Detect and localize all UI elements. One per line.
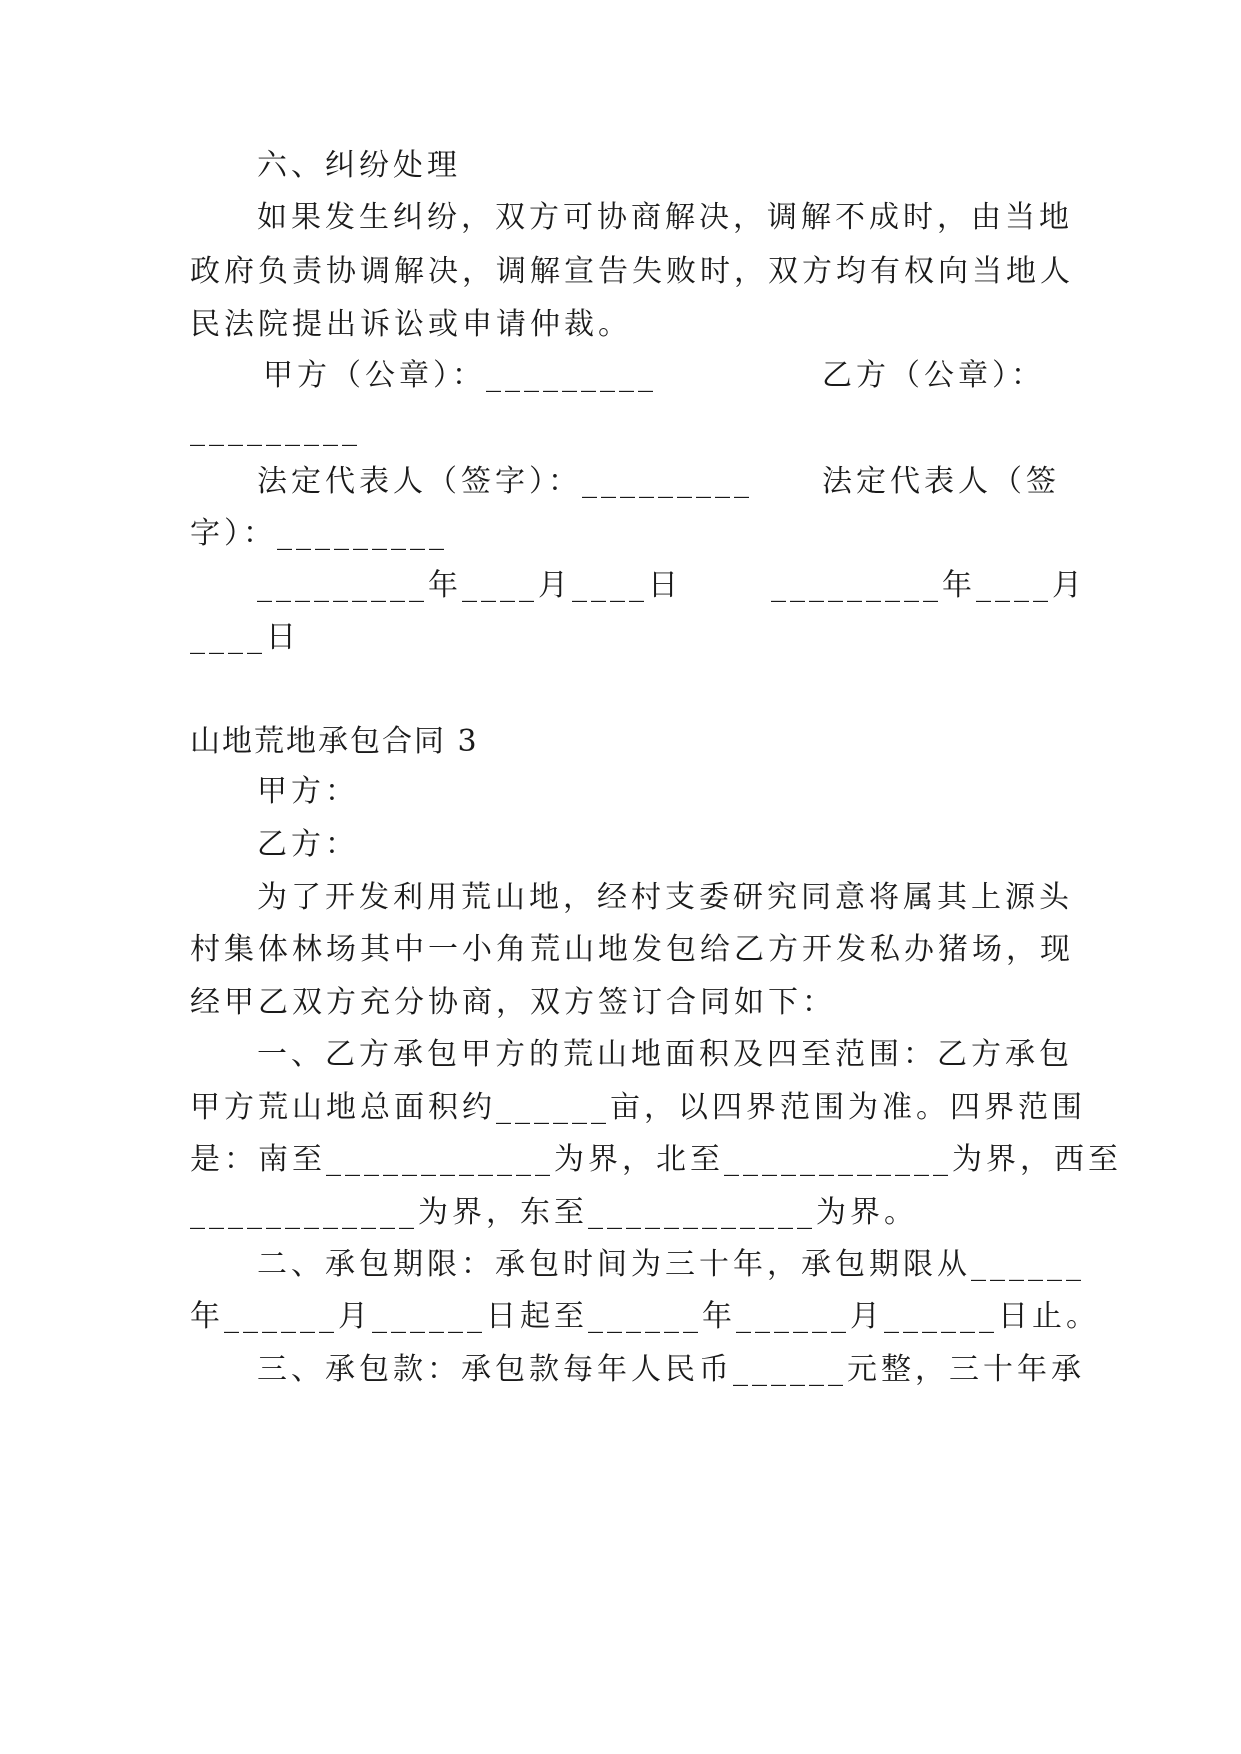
paragraph-line: 民法院提出诉讼或申请仲裁。 xyxy=(190,307,632,342)
paragraph-line: 年______月______日起至______年______月______日止。 xyxy=(190,1299,1100,1334)
paragraph-line: 政府负责协调解决，调解宣告失败时，双方均有权向当地人 xyxy=(190,254,1074,289)
paragraph-line: ____________为界，东至____________为界。 xyxy=(190,1195,918,1230)
paragraph-line: 一、乙方承包甲方的荒山地面积及四至范围：乙方承包 xyxy=(257,1037,1073,1072)
paragraph-line: 是：南至____________为界，北至____________为界，西至 xyxy=(190,1142,1122,1177)
paragraph-line: 如果发生纠纷，双方可协商解决，调解不成时，由当地 xyxy=(257,200,1073,235)
party-a-label: 甲方： xyxy=(257,774,359,809)
date-b-cont: ____日 xyxy=(190,620,300,655)
date-a: _________年____月____日 xyxy=(257,568,682,603)
party-a-seal: 甲方（公章）：_________ xyxy=(263,358,657,393)
paragraph-line: 经甲乙双方充分协商，双方签订合同如下： xyxy=(190,985,836,1020)
paragraph-line: 甲方荒山地总面积约______亩，以四界范围为准。四界范围 xyxy=(190,1090,1086,1125)
paragraph-line: 三、承包款：承包款每年人民币______元整，三十年承 xyxy=(257,1352,1085,1387)
party-b-label: 乙方： xyxy=(257,827,359,862)
rep-b-signature: 法定代表人（签 xyxy=(822,464,1060,499)
contract-title: 山地荒地承包合同 3 xyxy=(190,724,479,759)
paragraph-line: 村集体林场其中一小角荒山地发包给乙方开发私办猪场，现 xyxy=(190,932,1074,967)
rep-b-signature-cont: 字）：_________ xyxy=(190,516,448,551)
rep-a-signature: 法定代表人（签字）：_________ xyxy=(257,464,753,499)
party-b-seal-blank: _________ xyxy=(190,412,361,447)
section-heading: 六、纠纷处理 xyxy=(257,148,461,183)
party-b-seal: 乙方（公章）： xyxy=(822,358,1045,393)
date-b: _________年____月 xyxy=(771,568,1086,603)
paragraph-line: 为了开发利用荒山地，经村支委研究同意将属其上源头 xyxy=(257,880,1073,915)
paragraph-line: 二、承包期限：承包时间为三十年，承包期限从______ xyxy=(257,1247,1085,1282)
